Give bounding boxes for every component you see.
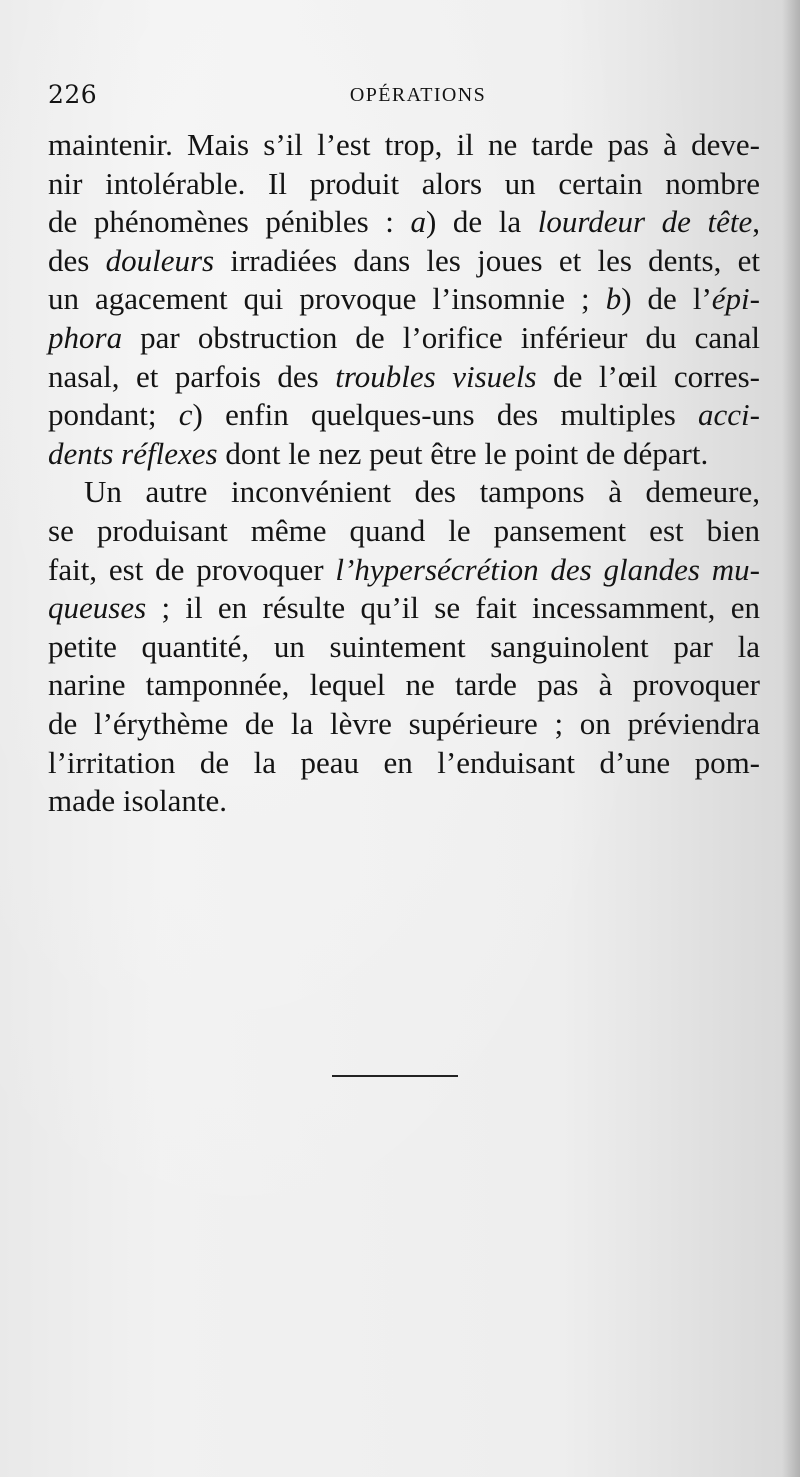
text-line	[48, 782, 760, 821]
text-run: un agacement qui provoque l’insomnie ;	[48, 281, 606, 317]
text-run: ) de l’	[621, 281, 712, 317]
text-line	[48, 203, 760, 242]
italic-text: b	[605, 281, 622, 317]
text-run: ; il en résulte qu’il se fait incessamment, en	[146, 590, 760, 626]
text-line	[48, 666, 760, 705]
text-line	[48, 705, 760, 744]
text-line	[48, 165, 760, 204]
text-run: dont le nez peut être le point de départ.	[217, 435, 709, 471]
text-line	[48, 551, 760, 590]
text-run: l’irritation de la peau en l’enduisant d’une pom-	[48, 744, 760, 780]
text-run: ) de la	[425, 204, 538, 240]
text-run: pondant;	[48, 397, 179, 433]
italic-text: a	[410, 204, 426, 240]
text-line	[48, 512, 760, 551]
text-line	[48, 744, 760, 783]
text-line	[48, 319, 760, 358]
italic-text: queuses	[48, 590, 147, 626]
text-run: ) enfin quelques-uns des multiples	[192, 397, 699, 433]
running-head	[48, 80, 760, 112]
text-run: maintenir. Mais s’il l’est trop, il ne tarde pas à deve-	[48, 127, 760, 162]
text-line	[48, 473, 760, 512]
paragraph	[48, 126, 760, 473]
text-line	[48, 126, 760, 165]
text-run: de l’érythème de la lèvre supérieure ; on préviendra	[48, 705, 760, 741]
text-run: narine tamponnée, lequel ne tarde pas à provoquer	[48, 667, 760, 703]
italic-text: troubles visuels	[335, 358, 537, 394]
text-run: de phénomènes pénibles :	[48, 204, 411, 240]
italic-text: c	[178, 397, 193, 433]
text-line	[48, 242, 760, 281]
text-line	[48, 435, 760, 474]
italic-text: acci-	[698, 397, 760, 433]
italic-text: douleurs	[105, 242, 215, 278]
italic-text: lourdeur de tête	[537, 204, 753, 240]
text-run: made isolante.	[48, 783, 228, 819]
running-title: OPÉRATIONS	[349, 84, 487, 106]
text-line	[48, 358, 760, 397]
text-line	[48, 628, 760, 667]
italic-text: l’hypersécrétion des glandes mu-	[335, 551, 760, 587]
text-run: petite quantité, un suintement sanguinolent par la	[48, 628, 760, 664]
text-run: par obstruction de l’orifice inférieur du canal	[122, 319, 760, 355]
text-run: se produisant même quand le pansement est bien	[48, 512, 760, 548]
text-line	[48, 280, 760, 319]
text-run: nasal, et parfois des	[48, 358, 336, 394]
italic-text: dents réflexes	[48, 435, 218, 471]
italic-text: épi-	[711, 281, 760, 317]
text-run: Un autre inconvénient des tampons à demeure,	[84, 474, 760, 510]
body-text	[48, 126, 760, 821]
section-end-rule	[332, 1075, 458, 1077]
text-run: des	[48, 242, 106, 278]
text-run: fait, est de provoquer	[48, 551, 336, 587]
text-run: de l’œil corres-	[536, 358, 760, 394]
text-run: irradiées dans les joues et les dents, et	[214, 242, 760, 278]
text-line	[48, 396, 760, 435]
paragraph	[48, 473, 760, 820]
page-number: 226	[48, 80, 98, 109]
text-line	[48, 589, 760, 628]
text-run: ,	[752, 204, 760, 240]
text-run: nir intolérable. Il produit alors un certain nombre	[48, 165, 760, 201]
italic-text: phora	[48, 319, 123, 355]
